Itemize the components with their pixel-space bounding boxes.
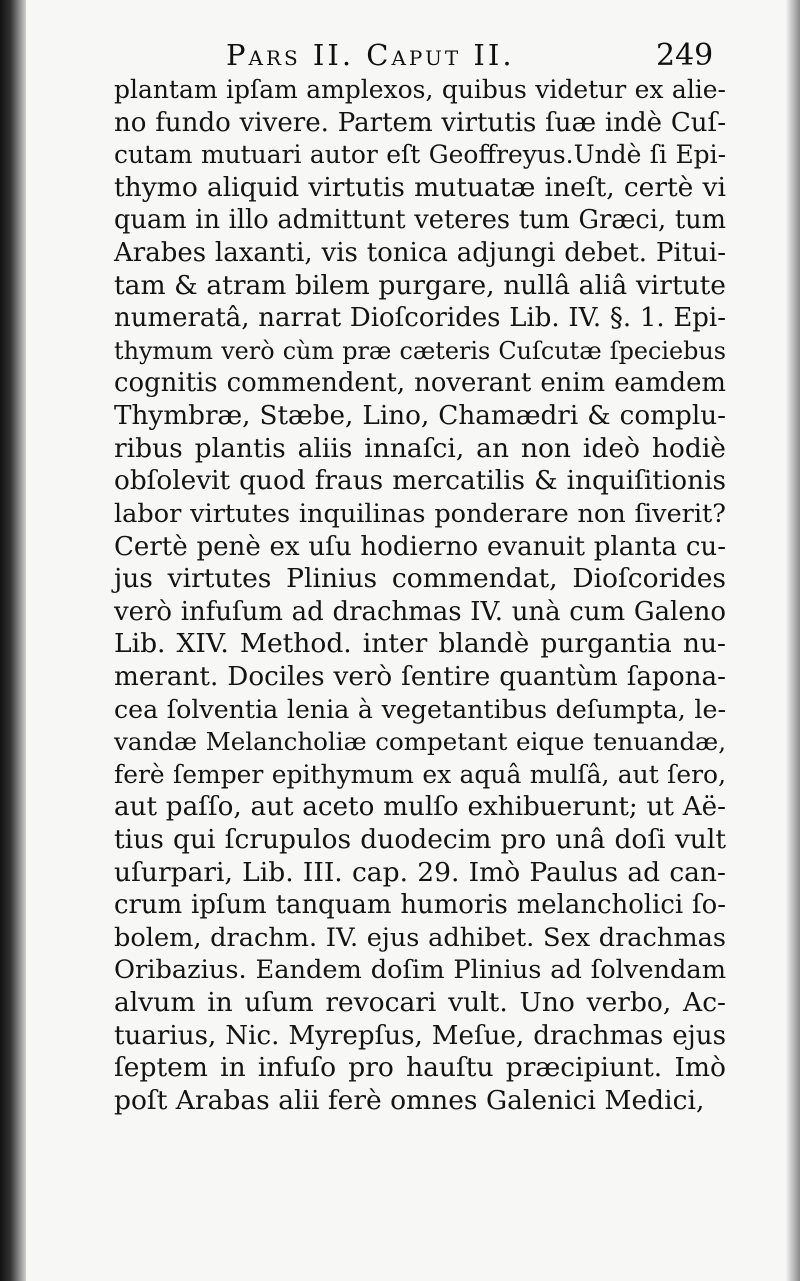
text-line: thymo aliquid virtutis mutuatæ ineſt, certè vi bbox=[114, 171, 726, 203]
text-line: Thymbræ, Stæbe, Lino, Chamædri & complu- bbox=[114, 401, 726, 432]
text-line: jus virtutes Plinius commendat, Dioſcorides bbox=[114, 563, 726, 595]
running-head: Pars II. Caput II. bbox=[226, 38, 515, 72]
text-line: tam & atram bilem purgare, nullâ aliâ virtute bbox=[114, 269, 726, 301]
text-line: alvum in uſum revocari vult. Uno verbo, Ac- bbox=[114, 987, 726, 1019]
body-text bbox=[114, 74, 726, 1118]
text-line: cutam mutuari autor eſt Geoffreyus.Undè ſi Epi- bbox=[114, 140, 726, 170]
text-line: bolem, drachm. IV. ejus adhibet. Sex drachmas bbox=[114, 922, 726, 953]
text-line: uſurpari, Lib. III. cap. 29. Imò Paulus ad can- bbox=[114, 856, 726, 888]
text-line: no fundo vivere. Partem virtutis ſuæ indè Cuſ- bbox=[114, 107, 726, 138]
book-page bbox=[26, 0, 786, 1281]
text-line: tuarius, Nic. Myrepſus, Meſue, drachmas ejus bbox=[114, 1020, 726, 1051]
text-line: merant. Dociles verò ſentire quantùm ſapona- bbox=[114, 661, 726, 692]
page-number: 249 bbox=[656, 38, 714, 73]
scan-edge-right bbox=[786, 0, 800, 1281]
text-line: ribus plantis aliis innaſci, an non ideò hodiè bbox=[114, 432, 726, 464]
text-line: labor virtutes inquilinas ponderare non ſiverit? bbox=[114, 498, 726, 529]
text-line: thymum verò cùm præ cæteris Cuſcutæ ſpeciebus bbox=[114, 336, 726, 365]
text-line: quam in illo admittunt veteres tum Græci, tum bbox=[114, 205, 726, 236]
text-line: ferè ſemper epithymum ex aquâ mulſâ, aut ſero, bbox=[114, 759, 726, 789]
text-line: numeratâ, narrat Dioſcorides Lib. IV. §. 1. Epi- bbox=[114, 303, 726, 334]
text-line: cognitis commendent, noverant enim eamdem bbox=[114, 368, 726, 399]
show-through-bleed bbox=[114, 1128, 726, 1148]
text-line: vandæ Melancholiæ competant eique tenuandæ, bbox=[114, 727, 726, 757]
text-line: poſt Arabas alii ferè omnes Galenici Medici, bbox=[114, 1084, 705, 1116]
text-line: Certè penè ex uſu hodierno evanuit planta cu- bbox=[114, 531, 726, 562]
text-line: crum ipſum tanquam humoris melancholici ſo- bbox=[114, 890, 726, 921]
scan-edge-left bbox=[0, 0, 26, 1281]
text-line: ſeptem in infuſo pro hauſtu præcipiunt. Imò bbox=[114, 1052, 726, 1084]
text-line: Oribazius. Eandem doſim Plinius ad ſolvendam bbox=[114, 955, 726, 986]
text-line: Arabes laxanti, vis tonica adjungi debet. Pitui- bbox=[114, 238, 726, 269]
text-line: verò infuſum ad drachmas IV. unà cum Galeno bbox=[114, 596, 726, 627]
text-line: plantam ipſam amplexos, quibus videtur ex alie- bbox=[114, 75, 726, 104]
text-line: Lib. XIV. Method. inter blandè purgantia nu- bbox=[114, 628, 726, 660]
text-line: cea ſolventia lenia à vegetantibus deſumpta, le- bbox=[114, 694, 726, 724]
text-line: aut paſſo, aut aceto mulſo exhibuerunt; ut Aë- bbox=[114, 792, 726, 823]
text-line: obſolevit quod fraus mercatilis & inquiſitionis bbox=[114, 466, 726, 497]
text-line: tius qui ſcrupulos duodecim pro unâ doſi vult bbox=[114, 824, 726, 856]
